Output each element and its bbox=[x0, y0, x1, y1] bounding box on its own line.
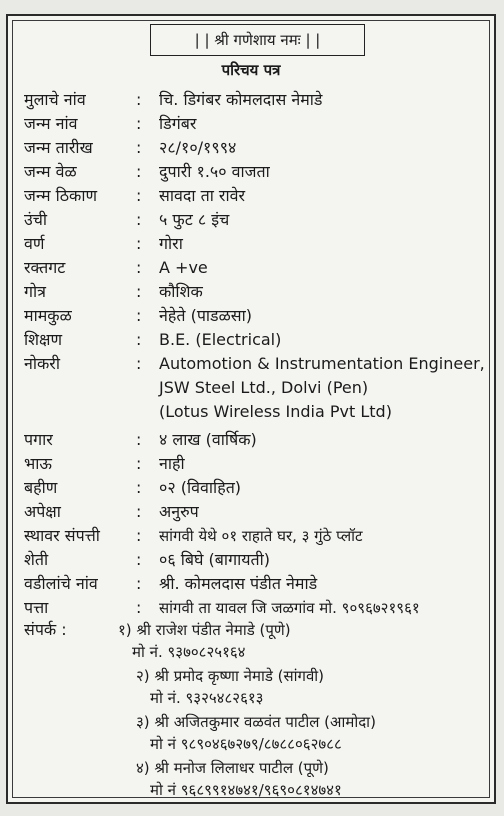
field-colon: : bbox=[136, 162, 142, 181]
field-colon: : bbox=[136, 306, 142, 325]
field-label: पत्ता bbox=[24, 598, 49, 617]
field-value: सांगवी येथे ०१ राहाते घर, ३ गुंठे प्लॉट bbox=[159, 527, 363, 545]
field-colon: : bbox=[136, 114, 142, 133]
field-value: चि. डिगंबर कोमलदास नेमाडे bbox=[159, 90, 323, 109]
field-colon: : bbox=[136, 598, 142, 617]
contact-label: संपर्क : bbox=[24, 620, 67, 639]
field-colon: : bbox=[136, 454, 142, 473]
field-value: डिगंबर bbox=[159, 114, 197, 133]
field-label: मुलाचे नांव bbox=[24, 90, 86, 109]
field-label: रक्तगट bbox=[24, 258, 66, 277]
field-label: जन्म तारीख bbox=[24, 138, 93, 157]
field-label: नोकरी bbox=[24, 354, 61, 373]
field-value: नाही bbox=[159, 454, 185, 473]
field-value: कौशिक bbox=[159, 282, 203, 301]
field-value: सांगवी ता यावल जि जळगांव मो. ९०९६७२१९६१ bbox=[159, 599, 420, 617]
field-label: जन्म ठिकाण bbox=[24, 186, 98, 205]
contact-name: १) श्री राजेश पंडीत नेमाडे (पूणे) bbox=[118, 621, 291, 639]
invocation-box bbox=[150, 24, 365, 56]
field-label: जन्म नांव bbox=[24, 114, 78, 133]
contact-name: ४) श्री मनोज लिलाधर पाटील (पूणे) bbox=[136, 759, 329, 777]
contact-phone: मो नं ९६८९९१४७४१/९६९०८१४७४१ bbox=[150, 781, 342, 799]
field-value: नेहेते (पाडळसा) bbox=[159, 306, 252, 325]
field-label: शिक्षण bbox=[24, 330, 63, 349]
field-label: बहीण bbox=[24, 478, 58, 497]
biodata-sheet bbox=[6, 14, 496, 804]
contact-phone: मो नं. ९३७०८२५१६४ bbox=[132, 643, 246, 661]
contact-name: २) श्री प्रमोद कृष्णा नेमाडे (सांगवी) bbox=[136, 667, 325, 685]
field-label: स्थावर संपत्ती bbox=[24, 526, 100, 545]
field-value: दुपारी १.५० वाजता bbox=[159, 162, 270, 181]
field-colon: : bbox=[136, 502, 142, 521]
field-colon: : bbox=[136, 186, 142, 205]
contact-phone: मो नं. ९३२५४८२६१३ bbox=[150, 689, 264, 707]
field-colon: : bbox=[136, 478, 142, 497]
field-value: २८/१०/१९९४ bbox=[159, 138, 237, 157]
field-colon: : bbox=[136, 210, 142, 229]
field-label: पगार bbox=[24, 430, 53, 449]
field-label: जन्म वेळ bbox=[24, 162, 77, 181]
document-title: परिचय पत्र bbox=[221, 61, 281, 79]
field-colon: : bbox=[136, 574, 142, 593]
field-label: गोत्र bbox=[24, 282, 46, 301]
field-colon: : bbox=[136, 526, 142, 545]
field-label: उंची bbox=[24, 210, 48, 229]
invocation-text: | | श्री गणेशाय नमः | | bbox=[194, 31, 321, 49]
field-colon: : bbox=[136, 90, 142, 109]
field-value: ५ फुट ८ इंच bbox=[159, 210, 230, 229]
field-colon: : bbox=[136, 330, 142, 349]
contact-name: ३) श्री अजितकुमार वळवंत पाटील (आमोदा) bbox=[136, 713, 376, 731]
field-label: शेती bbox=[24, 550, 49, 569]
field-value: अनुरुप bbox=[159, 502, 199, 521]
field-value: ०२ (विवाहित) bbox=[159, 478, 242, 497]
field-colon: : bbox=[136, 430, 142, 449]
field-value-line2: JSW Steel Ltd., Dolvi (Pen) bbox=[159, 378, 369, 397]
field-colon: : bbox=[136, 550, 142, 569]
field-value: A +ve bbox=[159, 258, 208, 277]
field-value: ०६ बिघे (बागायती) bbox=[159, 550, 271, 569]
field-colon: : bbox=[136, 282, 142, 301]
field-colon: : bbox=[136, 138, 142, 157]
field-label: भाऊ bbox=[24, 454, 52, 473]
field-value: श्री. कोमलदास पंडीत नेमाडे bbox=[159, 574, 318, 593]
field-colon: : bbox=[136, 258, 142, 277]
field-value: ४ लाख (वार्षिक) bbox=[159, 430, 257, 449]
field-value: Automotion & Instrumentation Engineer, bbox=[159, 354, 485, 373]
field-label: वर्ण bbox=[24, 234, 45, 253]
field-colon: : bbox=[136, 354, 142, 373]
field-label: अपेक्षा bbox=[24, 502, 61, 521]
field-value: सावदा ता रावेर bbox=[159, 186, 246, 205]
field-value-line3: (Lotus Wireless India Pvt Ltd) bbox=[159, 402, 392, 421]
field-colon: : bbox=[136, 234, 142, 253]
field-label: वडीलांचे नांव bbox=[24, 574, 98, 593]
field-label: मामकुळ bbox=[24, 306, 72, 325]
field-value: B.E. (Electrical) bbox=[159, 330, 282, 349]
contact-phone: मो नं ९८९०४६७२७९/८७८८०६२७८८ bbox=[150, 735, 342, 753]
field-value: गोरा bbox=[159, 234, 183, 253]
